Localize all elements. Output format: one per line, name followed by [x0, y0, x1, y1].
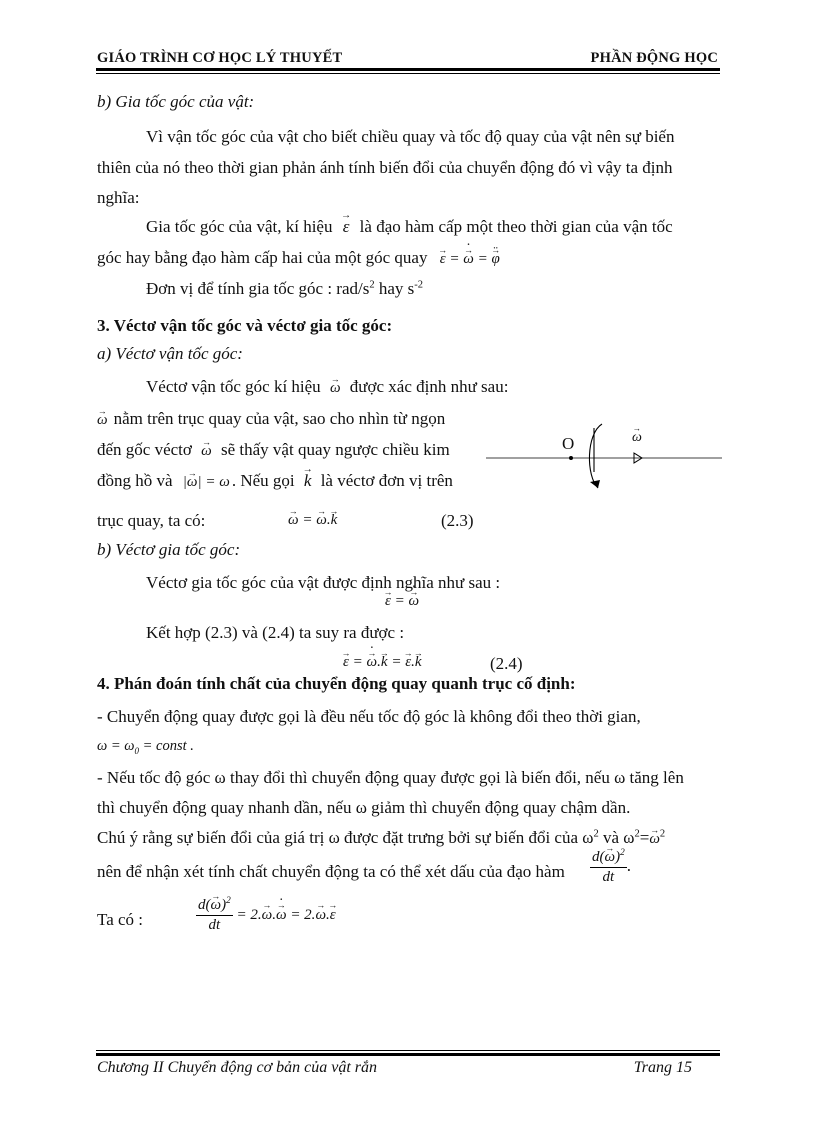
footer-chapter: Chương II Chuyển động cơ bản của vật rắn — [97, 1059, 377, 1076]
section-4-title: 4. Phán đoán tính chất của chuyển động quay quanh trục cố định: — [97, 674, 576, 693]
formula-omega-magnitude: |→ ω| = ω — [183, 474, 230, 490]
formula-eps-def: → ε = → ω · — [385, 593, 419, 610]
text-fragment: ω = ω — [97, 738, 135, 754]
section-b-title: b) Gia tốc góc của vật: — [97, 92, 255, 111]
diagram-omega-label: → ω — [632, 430, 642, 446]
diagram-label-o: O — [562, 434, 575, 453]
origin-point — [569, 456, 573, 460]
paragraph-line — [146, 217, 673, 237]
equation-number: (2.3) — [441, 511, 474, 530]
paragraph-line: nên để nhận xét tính chất chuyển động ta có thể xét dấu của đạo hàm — [97, 862, 565, 881]
paragraph-line: trục quay, ta có: — [97, 511, 206, 530]
footer-rule-thin — [96, 1050, 720, 1051]
header-title: GIÁO TRÌNH CƠ HỌC LÝ THUYẾT — [97, 50, 343, 66]
epsilon-symbol: → ε — [343, 217, 350, 237]
text-fragment: là véctơ đơn vị trên — [320, 471, 453, 490]
paragraph-line: - Chuyển động quay được gọi là đều nếu tốc độ góc là không đổi theo thời gian, — [97, 707, 641, 726]
text-fragment: sẽ thấy vật quay ngược chiều kim — [221, 440, 450, 459]
text-fragment: Đơn vị để tính gia tốc góc : rad/s — [146, 279, 370, 298]
text-fragment: = const . — [139, 738, 194, 754]
omega-symbol: → ω — [201, 443, 212, 460]
footer-page: Trang 15 — [633, 1059, 692, 1076]
formula-2-4: → ε = → ω ·.→ k = → ε.→ k — [343, 654, 422, 671]
text-fragment: là đạo hàm cấp một theo thời gian của vận tốc — [359, 217, 673, 236]
text-fragment: hay s — [378, 279, 415, 298]
paragraph-line — [97, 409, 445, 429]
text-fragment: đến gốc véctơ — [97, 440, 192, 459]
rotation-arc — [589, 424, 602, 488]
taco-label: Ta có : — [97, 910, 144, 929]
header-rule-thin — [96, 73, 720, 74]
text-fragment: góc hay bằng đạo hàm cấp hai của một góc quay — [97, 248, 428, 267]
paragraph-line — [97, 471, 453, 491]
text-fragment: nằm trên trục quay của vật, sao cho nhìn từ ngọn — [113, 409, 446, 428]
paragraph-line — [146, 377, 508, 397]
footer-rule — [96, 1053, 720, 1056]
paragraph-line — [97, 440, 450, 460]
text-fragment: Chú ý rằng sự biến đổi của giá trị ω được đặt trưng bởi sự biến đổi của ω — [97, 828, 594, 847]
header-rule — [96, 68, 720, 71]
rotation-arrow-icon — [590, 480, 600, 488]
text-fragment: được xác định như sau: — [349, 377, 509, 396]
text-fragment: Gia tốc góc của vật, kí hiệu — [146, 217, 333, 236]
text-fragment: . Nếu gọi — [231, 471, 295, 490]
formula-epsilon: → ε = → ω · = ¨ → φ — [440, 251, 500, 267]
paragraph-line: Vì vận tốc góc của vật cho biết chiều quay và tốc độ quay của vật nên sự biến — [146, 127, 675, 146]
formula-2-3: → ω = → ω.→ k — [288, 512, 337, 529]
paragraph-line: Chú ý rằng sự biến đổi của giá trị ω được đặt trưng bởi sự biến đổi của $\omega^2$ và $\omega^2=\to \omega^2$ — [97, 828, 665, 848]
formula-derivative: $\frac{d(\to \omega)^2}{dt}$ . — [590, 848, 631, 886]
formula-const: $\omega = \omega_0$ = const . — [97, 738, 194, 756]
equation-number: (2.4) — [490, 654, 523, 673]
header-section: PHẦN ĐỘNG HỌC — [590, 50, 718, 66]
paragraph-line: nghĩa: — [97, 188, 140, 207]
section-3a-title: a) Véctơ vận tốc góc: — [97, 344, 243, 363]
paragraph-line: - Nếu tốc độ góc ω thay đổi thì chuyển động quay được gọi là biến đổi, nếu ω tăng lên — [97, 768, 684, 787]
text-fragment: và ω — [598, 828, 635, 847]
text-fragment: đồng hồ và — [97, 471, 173, 490]
section-3b-title: b) Véctơ gia tốc góc: — [97, 540, 241, 559]
paragraph-line: Kết hợp (2.3) và (2.4) ta suy ra được : — [146, 623, 405, 642]
paragraph-line — [97, 248, 500, 268]
rotation-axis-diagram — [486, 420, 722, 500]
omega-symbol: → ω — [97, 412, 108, 429]
paragraph-line: thiên của nó theo thời gian phản ánh tính biến đổi của chuyển động đó vì vậy ta định — [97, 158, 673, 177]
section-3-title: 3. Véctơ vận tốc góc và véctơ gia tốc góc: — [97, 316, 393, 335]
formula-result: $\frac{d(\to \omega)^2}{dt}$ = 2.→ ω.→ ω · = 2.→ ω.→ ε — [196, 896, 336, 934]
paragraph-line: Véctơ gia tốc góc của vật được định nghĩa như sau : — [146, 573, 501, 592]
paragraph-line: thì chuyển động quay nhanh dần, nếu ω giảm thì chuyển động quay chậm dần. — [97, 798, 631, 817]
k-unit-vector: → k — [304, 471, 312, 491]
unit-line: Đơn vị để tính gia tốc góc : rad/$s^2$ hay $s^{-2}$ — [146, 279, 424, 298]
text-fragment: Véctơ vận tốc góc kí hiệu — [146, 377, 321, 396]
omega-symbol: → ω — [330, 380, 341, 397]
